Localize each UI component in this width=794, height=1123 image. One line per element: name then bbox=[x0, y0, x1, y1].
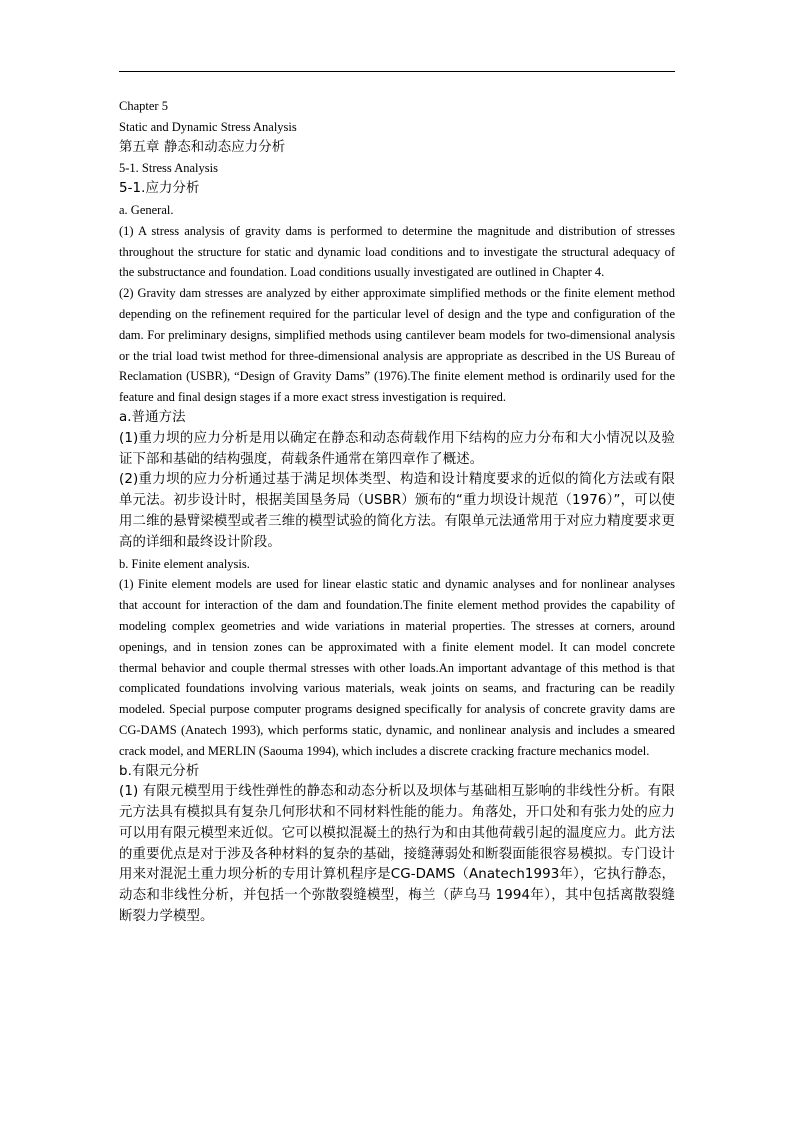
header-rule bbox=[119, 71, 675, 72]
subsection-b-heading-en: b. Finite element analysis. bbox=[119, 556, 250, 571]
section-heading-en: 5-1. Stress Analysis bbox=[119, 161, 218, 176]
paragraph-b1-zh: (1) 有限元模型用于线性弹性的静态和动态分析以及坝体与基础相互影响的非线性分析。有限元方法具有模拟具有复杂几何形状和不同材料性能的能力。角落处，开口处和有张力处的应力可以用有限元模型来近似。它可以模拟混凝土的热行为和由其他荷载引起的温度应力。此方法的重要优点是对于涉及各种材料的复杂的基础，接缝薄弱处和断裂面能很容易模拟。专门设计用来对混泥土重力坝分析的专用计算机程序是CG-DAMS（Anatech1993年），它执行静态，动态和非线性分析，并包括一个弥散裂缝模型，梅兰（萨乌马 1994年），其中包括离散裂缝断裂力学模型。 bbox=[119, 784, 675, 925]
paragraph-a2-zh: (2)重力坝的应力分析通过基于满足坝体类型、构造和设计精度要求的近似的简化方法或有限单元法。初步设计时，根据美国垦务局（USBR）颁布的“重力坝设计规范（1976）”，可以使用二维的悬臂梁模型或者三维的模型试验的简化方法。有限单元法通常用于对应力精度要求更高的详细和最终设计阶段。 bbox=[119, 472, 675, 550]
subsection-a-heading-zh: a.普通方法 bbox=[119, 409, 186, 425]
subsection-a-heading-en: a. General. bbox=[119, 202, 174, 217]
paragraph-a1-en: (1) A stress analysis of gravity dams is performed to determine the magnitude and distribution of stresses throughout the structure for static and dynamic load conditions and to investigate the structural adequacy of the substructance and foundation. Load conditions usually investigated are outlined in Chapter 4. bbox=[119, 223, 675, 280]
chapter-title-zh: 第五章 静态和动态应力分析 bbox=[119, 139, 286, 155]
subsection-b-heading-zh: b.有限元分析 bbox=[119, 763, 200, 779]
chapter-title-en: Static and Dynamic Stress Analysis bbox=[119, 119, 297, 134]
chapter-number: Chapter 5 bbox=[119, 99, 168, 113]
page-content bbox=[119, 96, 675, 928]
paragraph-b1-en: (1) Finite element models are used for linear elastic static and dynamic analyses and for nonlinear analyses that account for interaction of the dam and foundation.The finite element method provides the capability of modeling complex geometries and wide variations in material properties. The stresses at corners, around openings, and in tension zones can be approximated with a finite element model. It can model concrete thermal behavior and couple thermal stresses with other loads.An important advantage of this method is that complicated foundations involving various materials, weak joints on seams, and fracturing can be readily modeled. Special purpose computer programs designed specifically for analysis of concrete gravity dams are CG-DAMS (Anatech 1993), which performs static, dynamic, and nonlinear analysis and includes a smeared crack model, and MERLIN (Saouma 1994), which includes a discrete cracking fracture mechanics model. bbox=[119, 577, 675, 758]
section-heading-zh: 5-1.应力分析 bbox=[119, 181, 200, 197]
paragraph-a1-zh: (1)重力坝的应力分析是用以确定在静态和动态荷载作用下结构的应力分布和大小情况以及验证下部和基础的结构强度，荷载条件通常在第四章作了概述。 bbox=[119, 430, 675, 467]
paragraph-a2-en: (2) Gravity dam stresses are analyzed by either approximate simplified methods or the finite element method depending on the refinement required for the particular level of design and the type and configuration of the dam. For preliminary designs, simplified methods using cantilever beam models for two-dimensional analysis or the trial load twist method for three-dimensional analysis are appropriate as described in the US Bureau of Reclamation (USBR), “Design of Gravity Dams” (1976).The finite element method is ordinarily used for the feature and final design stages if a more exact stress investigation is required. bbox=[119, 286, 675, 405]
